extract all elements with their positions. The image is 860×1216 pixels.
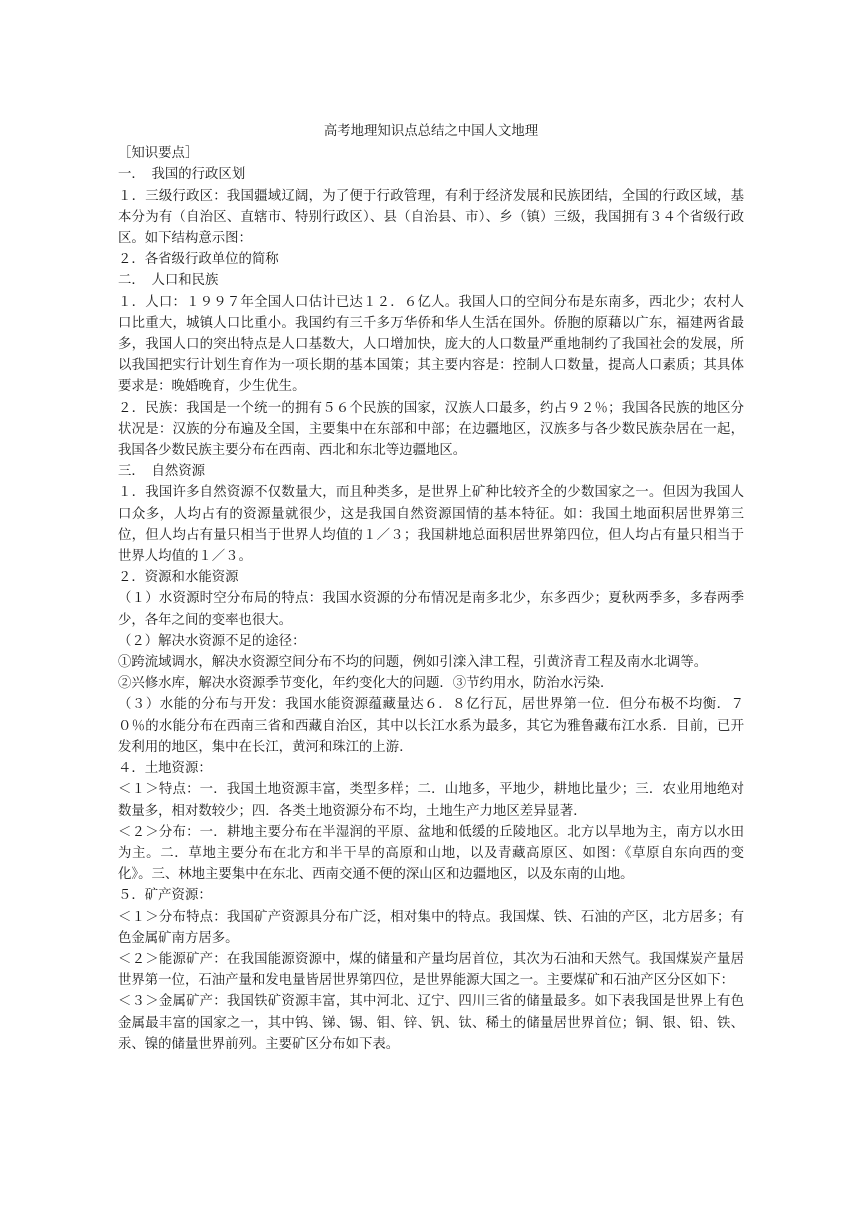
heading-water-resources: ２．资源和水能资源 [118,570,239,586]
document-page [118,121,744,1055]
paragraph-water-solutions: （２）解决水资源不足的途径： [118,633,306,649]
heading-administrative-division: 一． 我国的行政区划 [118,167,246,183]
section-label-knowledge: ［知识要点］ [118,146,199,162]
paragraph-ethnicity: ２．民族：我国是一个统一的拥有５６个民族的国家，汉族人口最多，约占９２％；我国各民族的地区分状况是：汉族的分布遍及全国，主要集中在东部和中部；在边疆地区，汉族多与各少数民族杂居在一起，我国各少数民族主要分布在西南、西北和东北等边疆地区。 [118,400,744,459]
paragraph-population: １．人口：１９９７年全国人口估计已达１２．６亿人。我国人口的空间分布是东南多，西北少；农村人口比重大，城镇人口比重小。我国约有三千多万华侨和华人生活在国外。侨胞的原藉以广东，福建两省最多，我国人口的突出特点是人口基数大，人口增加快，庞大的人口数量严重地制约了我国社会的发展，所以我国把实行计划生育作为一项长期的基本国策；其主要内容是：控制人口数量，提高人口素质；其具体要求是：晚婚晚育，少生优生。 [118,294,744,395]
paragraph-land-features: ＜１＞特点：一．我国土地资源丰富，类型多样；二．山地多，平地少，耕地比量少；三．农业用地绝对数量多，相对数较少；四．各类土地资源分布不均，土地生产力地区差异显著． [118,782,744,819]
paragraph-three-level-division: １．三级行政区：我国疆域辽阔，为了便于行政管理，有利于经济发展和民族团结，全国的行政区域，基本分为有（自治区、直辖市、特别行政区）、县（自治县、市）、乡（镇）三级，我国拥有３４个省级行政区。如下结构意示图： [118,188,744,247]
heading-mineral-resources: ５．矿产资源： [118,888,212,904]
paragraph-land-distribution: ＜２＞分布：一．耕地主要分布在半湿润的平原、盆地和低缓的丘陵地区。北方以旱地为主，南方以水田为主。二．草地主要分布在北方和半干旱的高原和山地，以及青藏高原区、如图：《草原自东向西的变化》。三、林地主要集中在东北、西南交通不便的深山区和边疆地区，以及东南的山地。 [118,824,744,883]
heading-population-ethnicity: 二． 人口和民族 [118,273,219,289]
document-title: 高考地理知识点总结之中国人文地理 [323,124,539,139]
paragraph-reservoirs: ②兴修水库，解决水资源季节变化，年约变化大的问题．③节约用水，防治水污染． [118,676,614,692]
paragraph-resources-overview: １．我国许多自然资源不仅数量大，而且种类多，是世界上矿种比较齐全的少数国家之一。但因为我国人口众多，人均占有的资源量就很少，这是我国自然资源国情的基本特征。如：我国土地面积居世界第三位，但人均占有量只相当于世界人均值的１／３；我国耕地总面积居世界第四位，但人均占有量只相当于世界人均值的１／３。 [118,485,744,565]
heading-land-resources: ４．土地资源： [118,761,212,777]
paragraph-metal-minerals: ＜３＞金属矿产：我国铁矿资源丰富，其中河北、辽宁、四川三省的储量最多。如下表我国是世界上有色金属最丰富的国家之一，其中钨、锑、锡、钼、锌、钒、钛、稀土的储量居世界首位；铜、银、铅、铁、汞、镍的储量世界前列。主要矿区分布如下表。 [118,994,744,1052]
paragraph-mineral-distribution: ＜１＞分布特点：我国矿产资源具分布广泛，相对集中的特点。我国煤、铁、石油的产区，北方居多；有色金属矿南方居多。 [118,909,744,946]
heading-natural-resources: 三． 自然资源 [118,464,206,480]
paragraph-hydropower: （３）水能的分布与开发：我国水能资源蕴藏量达６．８亿行瓦，居世界第一位．但分布极不均衡．７０％的水能分布在西南三省和西藏自治区，其中以长江水系为最多，其它为雅鲁藏布江水系．目前，已开发利用的地区，集中在长江，黄河和珠江的上游． [118,697,744,755]
paragraph-province-abbreviations: ２．各省级行政单位的简称 [118,252,279,268]
paragraph-water-distribution: （１）水资源时空分布局的特点：我国水资源的分布情况是南多北少，东多西少；夏秋两季多，多春两季少，各年之间的变率也很大。 [118,591,744,628]
paragraph-energy-minerals: ＜２＞能源矿产：在我国能源资源中，煤的储量和产量均居首位，其次为石油和天然气。我国煤炭产量居世界第一位，石油产量和发电量皆居世界第四位，是世界能源大国之一。主要煤矿和石油产区分区如下： [118,951,744,989]
paragraph-water-transfer: ①跨流域调水，解决水资源空间分布不均的问题，例如引滦入津工程，引黄济青工程及南水北调等。 [118,655,708,671]
